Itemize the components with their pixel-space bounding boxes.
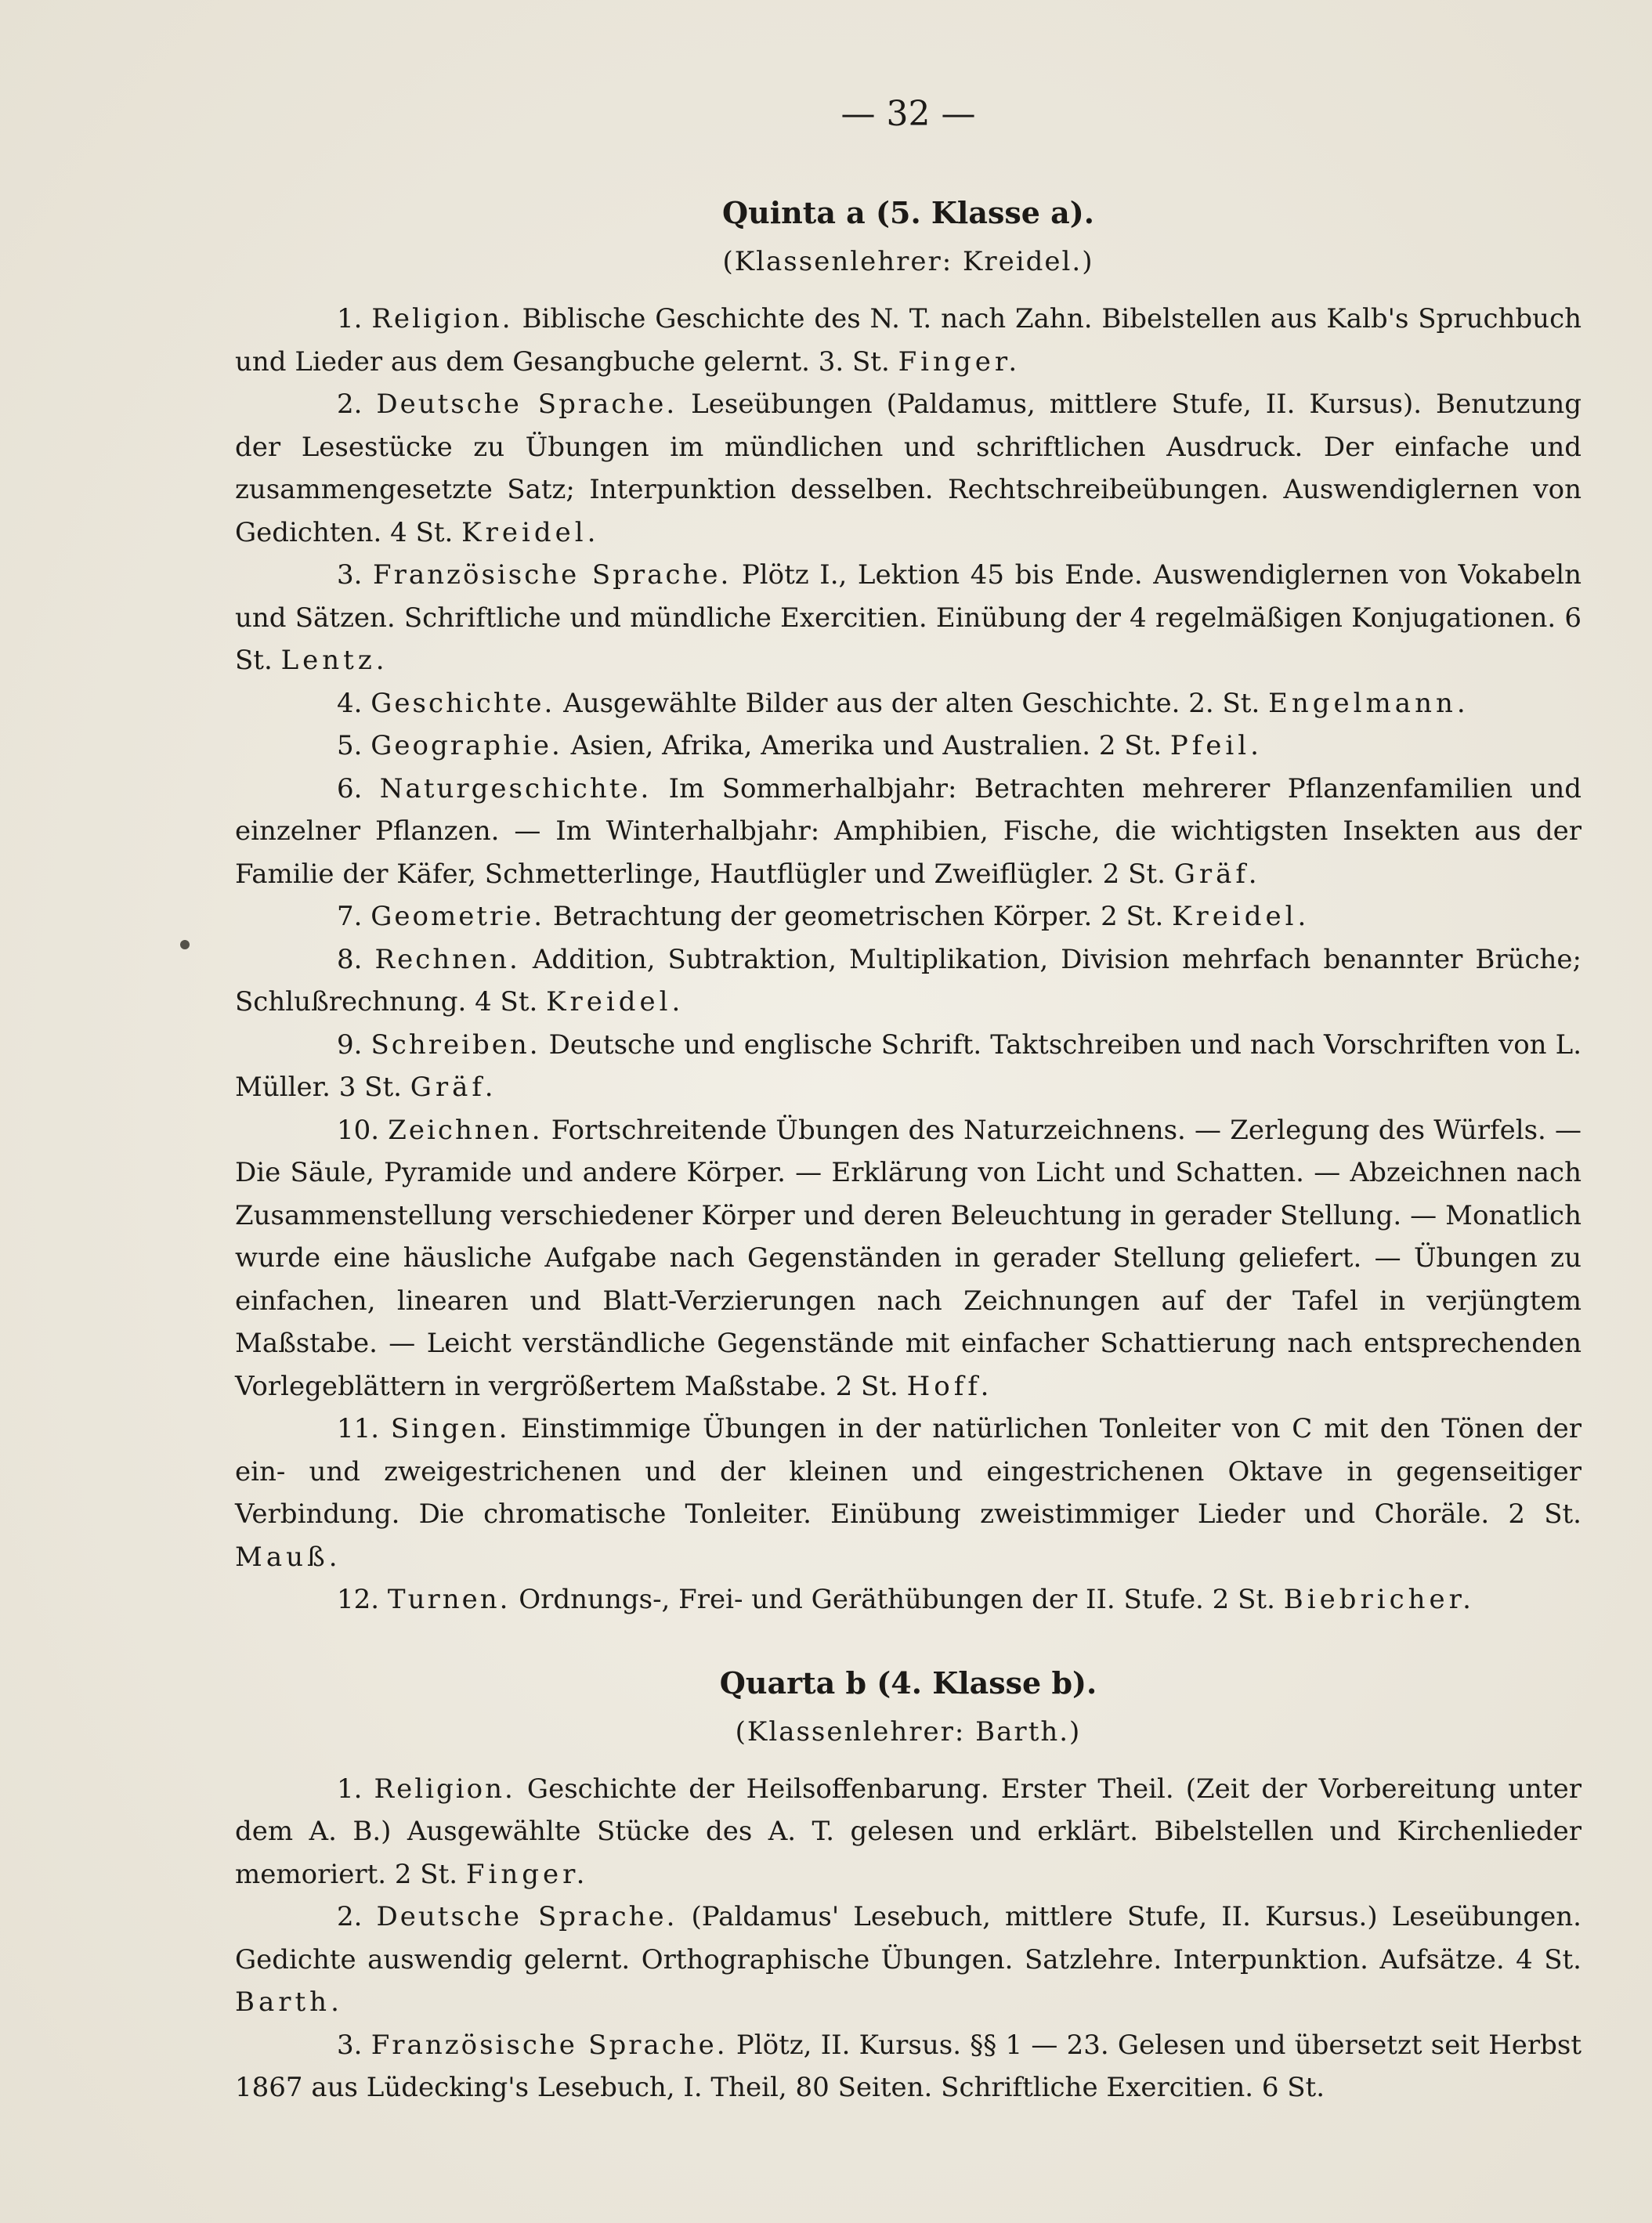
subject-entry [235, 682, 1582, 725]
ink-speck [180, 940, 190, 949]
entry-number: 12. [337, 1584, 380, 1615]
subject-entry [235, 2024, 1582, 2109]
teacher-name: Biebricher. [1283, 1584, 1475, 1615]
subject-entry [235, 1408, 1582, 1578]
section-class-teacher: (Klassenlehrer: Barth.) [735, 1715, 1082, 1748]
entry-number: 4. [337, 687, 363, 719]
subject-name: Rechnen. [374, 943, 520, 975]
entry-number: 1. [337, 1773, 363, 1805]
subject-name: Geographie. [371, 730, 562, 761]
teacher-name: Pfeil. [1169, 730, 1263, 761]
teacher-name: Finger. [898, 345, 1021, 378]
teacher-name: Gräf. [410, 1072, 497, 1103]
entry-number: 6. [337, 772, 363, 804]
sections [235, 195, 1582, 2109]
teacher-name: Hoff. [906, 1370, 993, 1402]
subject-entry [235, 1896, 1582, 2024]
entry-text: Ordnungs-, Frei- und Geräthübungen der II. Stufe. 2 St. [519, 1584, 1275, 1615]
section-title: Quinta a (5. Klasse a). [721, 195, 1095, 230]
subject-name: Französische Sprache. [371, 2029, 728, 2061]
entry-text: Deutsche und englische Schrift. Taktschreiben und nach Vorschriften von L. Müller. 3 St. [235, 1028, 1582, 1103]
teacher-name: Kreidel. [1172, 901, 1310, 932]
entry-text: (Paldamus' Lesebuch, mittlere Stufe, II. Kursus.) Leseübungen. Gedichte auswendig gelernt. Orthographische Übungen. Satzlehre. Interpunktion. Aufsätze. 4 St. [235, 1901, 1582, 1975]
teacher-name: Barth. [235, 1986, 343, 2018]
subject-entry [235, 554, 1582, 682]
subject-entry [235, 1024, 1582, 1109]
section-class-teacher: (Klassenlehrer: Kreidel.) [722, 246, 1094, 277]
entry-text: Ausgewählte Bilder aus der alten Geschichte. 2. St. [563, 687, 1260, 719]
subject-name: Schreiben. [371, 1028, 540, 1061]
entry-number: 8. [337, 943, 363, 975]
entry-number: 11. [337, 1413, 380, 1444]
subject-name: Zeichnen. [388, 1114, 543, 1146]
teacher-name: Finger. [465, 1858, 589, 1890]
subject-name: Religion. [374, 1773, 515, 1805]
entry-text: Leseübungen (Paldamus, mittlere Stufe, II. Kursus). Benutzung der Lesestücke zu Übungen im mündlichen und schriftlichen Ausdruck. Der einfache und zusammengesetzte Satz; Interpunktion desselben. Rechtschreibeübungen. Auswendiglernen von Gedichten. 4 St. [235, 389, 1582, 548]
subject-name: Deutsche Sprache. [376, 389, 678, 420]
subject-name: Deutsche Sprache. [376, 1901, 678, 1932]
entry-text: Biblische Geschichte des N. T. nach Zahn. Bibelstellen aus Kalb's Spruchbuch und Lieder aus dem Gesangbuche gelernt. 3. St. [235, 303, 1582, 378]
subject-name: Turnen. [387, 1584, 511, 1615]
section-title: Quarta b (4. Klasse b). [719, 1665, 1097, 1701]
entry-text: Asien, Afrika, Amerika und Australien. 2 St. [570, 730, 1162, 761]
entry-text: Betrachtung der geometrischen Körper. 2 St. [552, 901, 1164, 932]
entry-number: 5. [337, 730, 363, 761]
subject-entry [235, 768, 1582, 896]
entry-number: 3. [337, 559, 363, 591]
subject-entry [235, 895, 1582, 938]
entry-text: Addition, Subtraktion, Multiplikation, Division mehrfach benannter Brüche; Schlußrechnung. 4 St. [235, 943, 1582, 1018]
subject-name: Singen. [390, 1413, 510, 1444]
teacher-name: Mauß. [235, 1541, 342, 1573]
subject-name: Französische Sprache. [373, 559, 732, 591]
entry-number: 2. [337, 1901, 363, 1932]
entry-text: Im Sommerhalbjahr: Betrachten mehrerer Pflanzenfamilien und einzelner Pflanzen. — Im Winterhalbjahr: Amphibien, Fische, die wichtigsten Insekten aus der Familie der Käfer, Schmetterlinge, Hautflügler und Zweiflügler. 2 St. [235, 772, 1582, 890]
teacher-name: Engelmann. [1268, 687, 1469, 719]
teacher-name: Kreidel. [546, 986, 685, 1018]
entry-number: 7. [337, 901, 363, 932]
entry-number: 10. [337, 1114, 380, 1146]
entry-text: Geschichte der Heilsoffenbarung. Erster Theil. (Zeit der Vorbereitung unter dem A. B.) Ausgewählte Stücke des A. T. gelesen und erklärt. Bibelstellen und Kirchenlieder memoriert. 2 St. [235, 1773, 1582, 1890]
subject-entry [235, 1768, 1582, 1896]
subject-name: Geschichte. [371, 687, 555, 719]
page-number: — 32 — [840, 94, 976, 134]
entry-text: Fortschreitende Übungen des Naturzeichnens. — Zerlegung des Würfels. — Die Säule, Pyramide und andere Körper. — Erklärung von Licht und Schatten. — Abzeichnen nach Zusammenstellung verschiedener Körper und deren Beleuchtung in gerader Stellung. — Monatlich wurde eine häusliche Aufgabe nach Gegenständen in gerader Stellung geliefert. — Übungen zu einfachen, linearen und Blatt-Verzierungen nach Zeichnungen auf der Tafel in verjüngtem Maßstabe. — Leicht verständliche Gegenstände mit einfacher Schattierung nach entsprechenden Vorlegeblättern in vergrößertem Maßstabe. 2 St. [235, 1114, 1582, 1402]
teacher-name: Lentz. [280, 645, 389, 676]
subject-entry [235, 383, 1582, 554]
entry-number: 3. [337, 2029, 363, 2061]
teacher-name: Gräf. [1173, 858, 1261, 890]
entry-number: 9. [337, 1028, 363, 1061]
subject-entry [235, 1109, 1582, 1408]
entry-text: Einstimmige Übungen in der natürlichen Tonleiter von C mit den Tönen der ein- und zweigestrichenen und der kleinen und eingestrichenen Oktave in gegenseitiger Verbindung. Die chromatische Tonleiter. Einübung zweistimmiger Lieder und Choräle. 2 St. [235, 1413, 1582, 1530]
subject-name: Geometrie. [371, 901, 545, 932]
subject-name: Religion. [371, 303, 513, 334]
subject-entry [235, 725, 1582, 768]
entry-number: 1. [337, 303, 363, 334]
section-gap [235, 1621, 1582, 1665]
entry-text: Plötz, II. Kursus. §§ 1 — 23. Gelesen und übersetzt seit Herbst 1867 aus Lüdecking's Lesebuch, I. Theil, 80 Seiten. Schriftliche Exercitien. 6 St. [235, 2029, 1582, 2103]
teacher-name: Kreidel. [461, 516, 600, 548]
subject-entry [235, 1578, 1582, 1621]
subject-entry [235, 298, 1582, 383]
entry-text: Plötz I., Lektion 45 bis Ende. Auswendiglernen von Vokabeln und Sätzen. Schriftliche und mündliche Exercitien. Einübung der 4 regelmäßigen Konjugationen. 6 St. [235, 559, 1582, 676]
entry-number: 2. [337, 389, 363, 420]
subject-entry [235, 938, 1582, 1024]
subject-name: Naturgeschichte. [379, 772, 652, 804]
